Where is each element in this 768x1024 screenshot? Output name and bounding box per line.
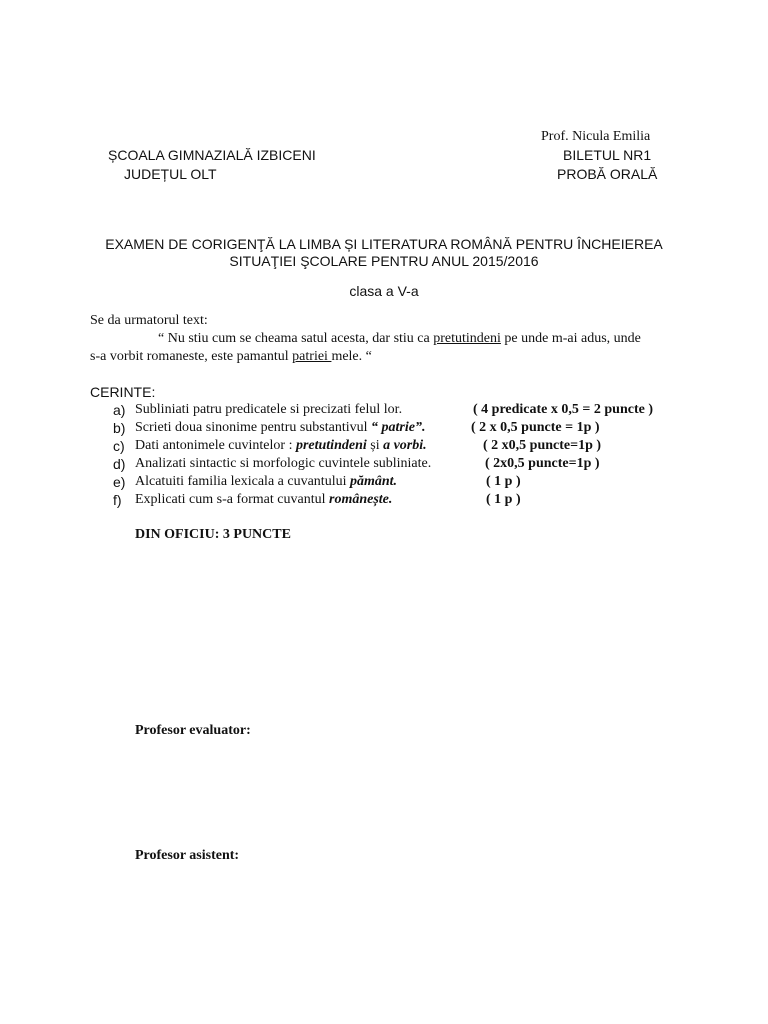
requirement-d-end: . <box>427 456 432 471</box>
requirement-points: ( 2x0,5 puncte=1p ) <box>485 456 600 471</box>
din-oficiu-points: DIN OFICIU: 3 PUNCTE <box>135 527 291 542</box>
teacher-name: Prof. Nicula Emilia <box>541 129 651 144</box>
requirement-e-emphasis: pământ. <box>349 474 398 489</box>
exam-type: PROBĂ ORALĂ <box>557 166 658 182</box>
requirement-c-emphasis-1: pretutindeni <box>295 438 367 453</box>
exam-title-line2: SITUAŢIEI ŞCOLARE PENTRU ANUL 2015/2016 <box>229 253 539 269</box>
assistant-label: Profesor asistent: <box>135 848 240 863</box>
evaluator-label: Profesor evaluator: <box>135 723 251 738</box>
quote-underlined-word-2: patriei <box>292 349 332 364</box>
requirement-letter: a) <box>113 402 126 418</box>
quote-part3: s-a vorbit romaneste, este pamantul <box>90 349 293 364</box>
requirement-b-emphasis: “ patrie”. <box>371 420 426 435</box>
requirement-f-emphasis: românește. <box>329 492 393 507</box>
requirement-text <box>135 474 397 490</box>
requirement-f-text: Explicati cum s-a format cuvantul <box>135 492 329 507</box>
quote-underlined-word-1: pretutindeni <box>433 331 501 346</box>
requirement-text <box>135 492 392 508</box>
requirements-heading: CERINTE: <box>90 384 156 400</box>
requirement-letter: e) <box>113 474 126 490</box>
requirement-text <box>135 438 427 454</box>
requirement-letter: f) <box>113 492 122 508</box>
requirement-points: ( 2 x 0,5 puncte = 1p ) <box>471 420 600 435</box>
requirement-letter: b) <box>113 420 126 436</box>
requirement-a-text: Subliniati patru predicatele si precizati felul lor. <box>135 402 403 417</box>
requirement-text <box>135 402 402 418</box>
quote-part1: “ Nu stiu cum se cheama satul acesta, dar stiu ca <box>158 331 434 346</box>
quote-line1 <box>158 331 641 347</box>
requirement-b-text: Scrieti doua sinonime pentru substantivul <box>135 420 372 435</box>
exam-title-line1: EXAMEN DE CORIGENŢĂ LA LIMBA ȘI LITERATURA ROMÂNĂ PENTRU ÎNCHEIEREA <box>105 236 663 252</box>
requirement-c-connector: și <box>366 438 384 453</box>
text-intro: Se da urmatorul text: <box>90 313 208 328</box>
requirement-c-text: Dati antonimele cuvintelor : <box>135 438 296 453</box>
requirement-e-text: Alcatuiti familia lexicala a cuvantului <box>135 474 350 489</box>
requirement-d-text: Analizati sintactic si morfologic cuvintele subliniate <box>135 456 428 471</box>
requirement-text <box>135 456 431 472</box>
quote-part4: mele. “ <box>331 349 372 364</box>
ticket-number: BILETUL NR1 <box>563 147 652 163</box>
requirement-letter: c) <box>113 438 125 454</box>
requirement-letter: d) <box>113 456 126 472</box>
quote-part2: pe unde m-ai adus, unde <box>500 331 641 346</box>
requirement-points: ( 1 p ) <box>486 474 521 489</box>
quote-line2 <box>90 349 372 365</box>
requirement-text <box>135 420 425 436</box>
requirement-points: ( 2 x0,5 puncte=1p ) <box>483 438 602 453</box>
requirement-points: ( 1 p ) <box>486 492 521 507</box>
class-label: clasa a V-a <box>349 283 419 299</box>
requirement-c-emphasis-2: a vorbi. <box>383 438 427 453</box>
requirement-points: ( 4 predicate x 0,5 = 2 puncte ) <box>473 402 653 417</box>
county-name: JUDEȚUL OLT <box>124 166 217 182</box>
school-name: ȘCOALA GIMNAZIALĂ IZBICENI <box>108 147 316 163</box>
